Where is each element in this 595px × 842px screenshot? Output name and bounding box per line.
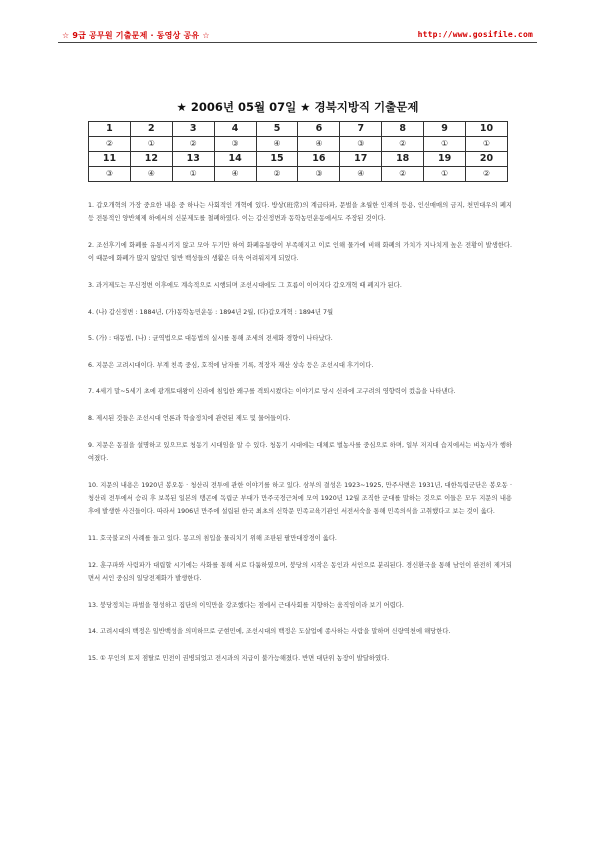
answer-cell: 12 [130,152,172,167]
explanation-paragraph: 1. 갑오개혁의 가장 중요한 내용 중 하나는 사회적인 개혁에 있다. 방상(班常)의 계급타파, 문벌을 초월한 인재의 등용, 인신매매의 금지, 천민대우의 폐지 등 전통적인 양반체제 하에서의 신분제도를 철폐하였다. 이는 갑신정변과 동학농민운동에서도 주장된 것이다. [88,202,512,223]
header-divider [58,42,537,43]
explanation-paragraph: 6. 지문은 고려시대이다. 부계 친족 중심, 호적에 남자를 기록, 적장자 재산 상속 등은 조선시대 후기이다. [88,361,374,369]
answer-cell: 19 [424,152,466,167]
explanation-paragraph: 15. ① 무인의 토지 점탈로 민전이 권병되었고 전시과의 지급이 불가능해졌다. 반면 대단위 농장이 발달하였다. [88,654,390,662]
answer-cell: 15 [256,152,298,167]
answer-cell: 20 [466,152,508,167]
header-url-link[interactable]: http://www.gosifile.com [417,30,533,39]
answer-key-table [88,121,508,182]
explanation-paragraph: 13. 붕당정치는 파벌을 형성하고 집단의 이익만을 강조했다는 점에서 근대사회를 지향하는 움직임이라 보기 어렵다. [88,601,404,609]
answer-cell: 9 [424,122,466,137]
answer-cell: ① [424,137,466,152]
answer-choice-row [89,167,508,182]
answer-cell: ② [466,167,508,182]
answer-cell: 13 [172,152,214,167]
explanation-paragraph: 5. (가) : 대동법, (나) : 균역법으로 대동법의 실시를 통해 조세의 전세화 경향이 나타났다. [88,335,333,343]
answer-cell: ④ [130,167,172,182]
answer-cell: ① [466,137,508,152]
answer-cell: ④ [340,167,382,182]
answer-cell: 3 [172,122,214,137]
answer-cell: 11 [89,152,131,167]
answer-cell: 1 [89,122,131,137]
answer-cell: 7 [340,122,382,137]
explanation-paragraph: 3. 과거제도는 무신정변 이후에도 계속적으로 시행되며 조선시대에도 그 흐름이 이어지다 갑오개혁 때 폐지가 된다. [88,282,402,289]
answer-cell: ② [256,167,298,182]
answer-cell: 18 [382,152,424,167]
explanation-paragraph: 11. 호국불교의 사례를 들고 있다. 몽고의 침입을 물리치기 위해 조판된 팔만대장경이 옳다. [88,534,337,542]
explanation-paragraph: 10. 지문의 내용은 1920년 봉오동 · 청산리 전투에 관한 이야기를 하고 있다. 삼부의 결성은 1923~1925, 만주사변은 1931년, 대한독립군단은 봉오동 · 청산리 전투에서 승리 후 보복된 일본의 탱곤에 독립군 부대가 만주국경근처에 모여 1920년 12월 조직한 군대를 말하는 것으로 이들은 모두 지문의 내용 후에 발생한 사건들이다. 따라서 1906년 만주에 설립된 한국 최초의 신학문 민족교육기관인 서전서숙을 통해 민족의식을 고취했다고 보는 것이 옳다. [88,481,512,516]
answer-cell: 14 [214,152,256,167]
answer-cell: 10 [466,122,508,137]
explanation-paragraph: 7. 4세기 말~5세기 초에 광개토대왕이 신라에 침입한 왜구를 격퇴시켰다는 이야기로 당시 신라에 고구려의 영향력이 컸음을 나타낸다. [88,388,456,396]
answer-cell: ③ [89,167,131,182]
answer-cell: ④ [214,167,256,182]
explanation-paragraph: 14. 고려시대의 백정은 일반백성을 의미하므로 군현민에, 조선시대의 백정은 도살업에 종사하는 사람을 말하며 신량역천에 해당한다. [88,628,451,636]
answer-cell: ④ [298,137,340,152]
header-banner-text: ☆ 9급 공무원 기출문제 · 동영상 공유 ☆ [62,31,210,40]
explanation-list [88,199,512,678]
answer-cell: 2 [130,122,172,137]
explanation-paragraph: 8. 제시된 것들은 조선시대 언론과 학술정치에 관련된 제도 및 물어들이다. [88,414,291,422]
answer-cell: ② [89,137,131,152]
answer-cell: ④ [256,137,298,152]
explanation-paragraph: 12. 훈구파와 사림파가 대립할 시기에는 사화를 통해 서로 다툼하였으며, 붕당의 시작은 동인과 서인으로 분리된다. 경신환국을 통해 남인이 완전히 제거되면서 서인 중심의 일당전제화가 발생한다. [88,561,512,582]
answer-cell: 8 [382,122,424,137]
answer-cell: ③ [340,137,382,152]
answer-cell: ① [424,167,466,182]
page-title: ★ 2006년 05월 07일 ★ 경북지방직 기출문제 [176,100,419,114]
explanation-paragraph: 2. 조선후기에 화폐를 유통시키지 않고 모아 두기만 하여 화폐유통량이 부족해지고 이로 인해 물가에 비해 화폐의 가치가 지나치게 높은 전황이 발생한다. 이 때문에 화폐가 많지 않았던 일반 백성들의 생활은 더욱 어려워지게 되었다. [88,242,512,263]
answer-cell: ② [382,137,424,152]
answer-cell: 17 [340,152,382,167]
explanation-paragraph: 9. 지문은 동질을 설명하고 있으므로 청동기 시대임을 알 수 있다. 청동기 시대에는 대체로 벌농사를 중심으로 하며, 일부 저지대 습지에서는 벼농사가 행하여졌다. [88,441,512,462]
answer-cell: ① [172,167,214,182]
answer-cell: 16 [298,152,340,167]
answer-choice-row [89,137,508,152]
answer-cell: ② [172,137,214,152]
answer-cell: ③ [298,167,340,182]
answer-cell: 6 [298,122,340,137]
answer-cell: ① [130,137,172,152]
answer-cell: 4 [214,122,256,137]
answer-number-row [89,122,508,137]
answer-number-row [89,152,508,167]
explanation-paragraph: 4. (나) 갑신정변 : 1884년, (가)동학농민운동 : 1894년 2월, (다)갑오개혁 : 1894년 7월 [88,308,334,316]
answer-cell: ③ [214,137,256,152]
answer-cell: ② [382,167,424,182]
answer-cell: 5 [256,122,298,137]
